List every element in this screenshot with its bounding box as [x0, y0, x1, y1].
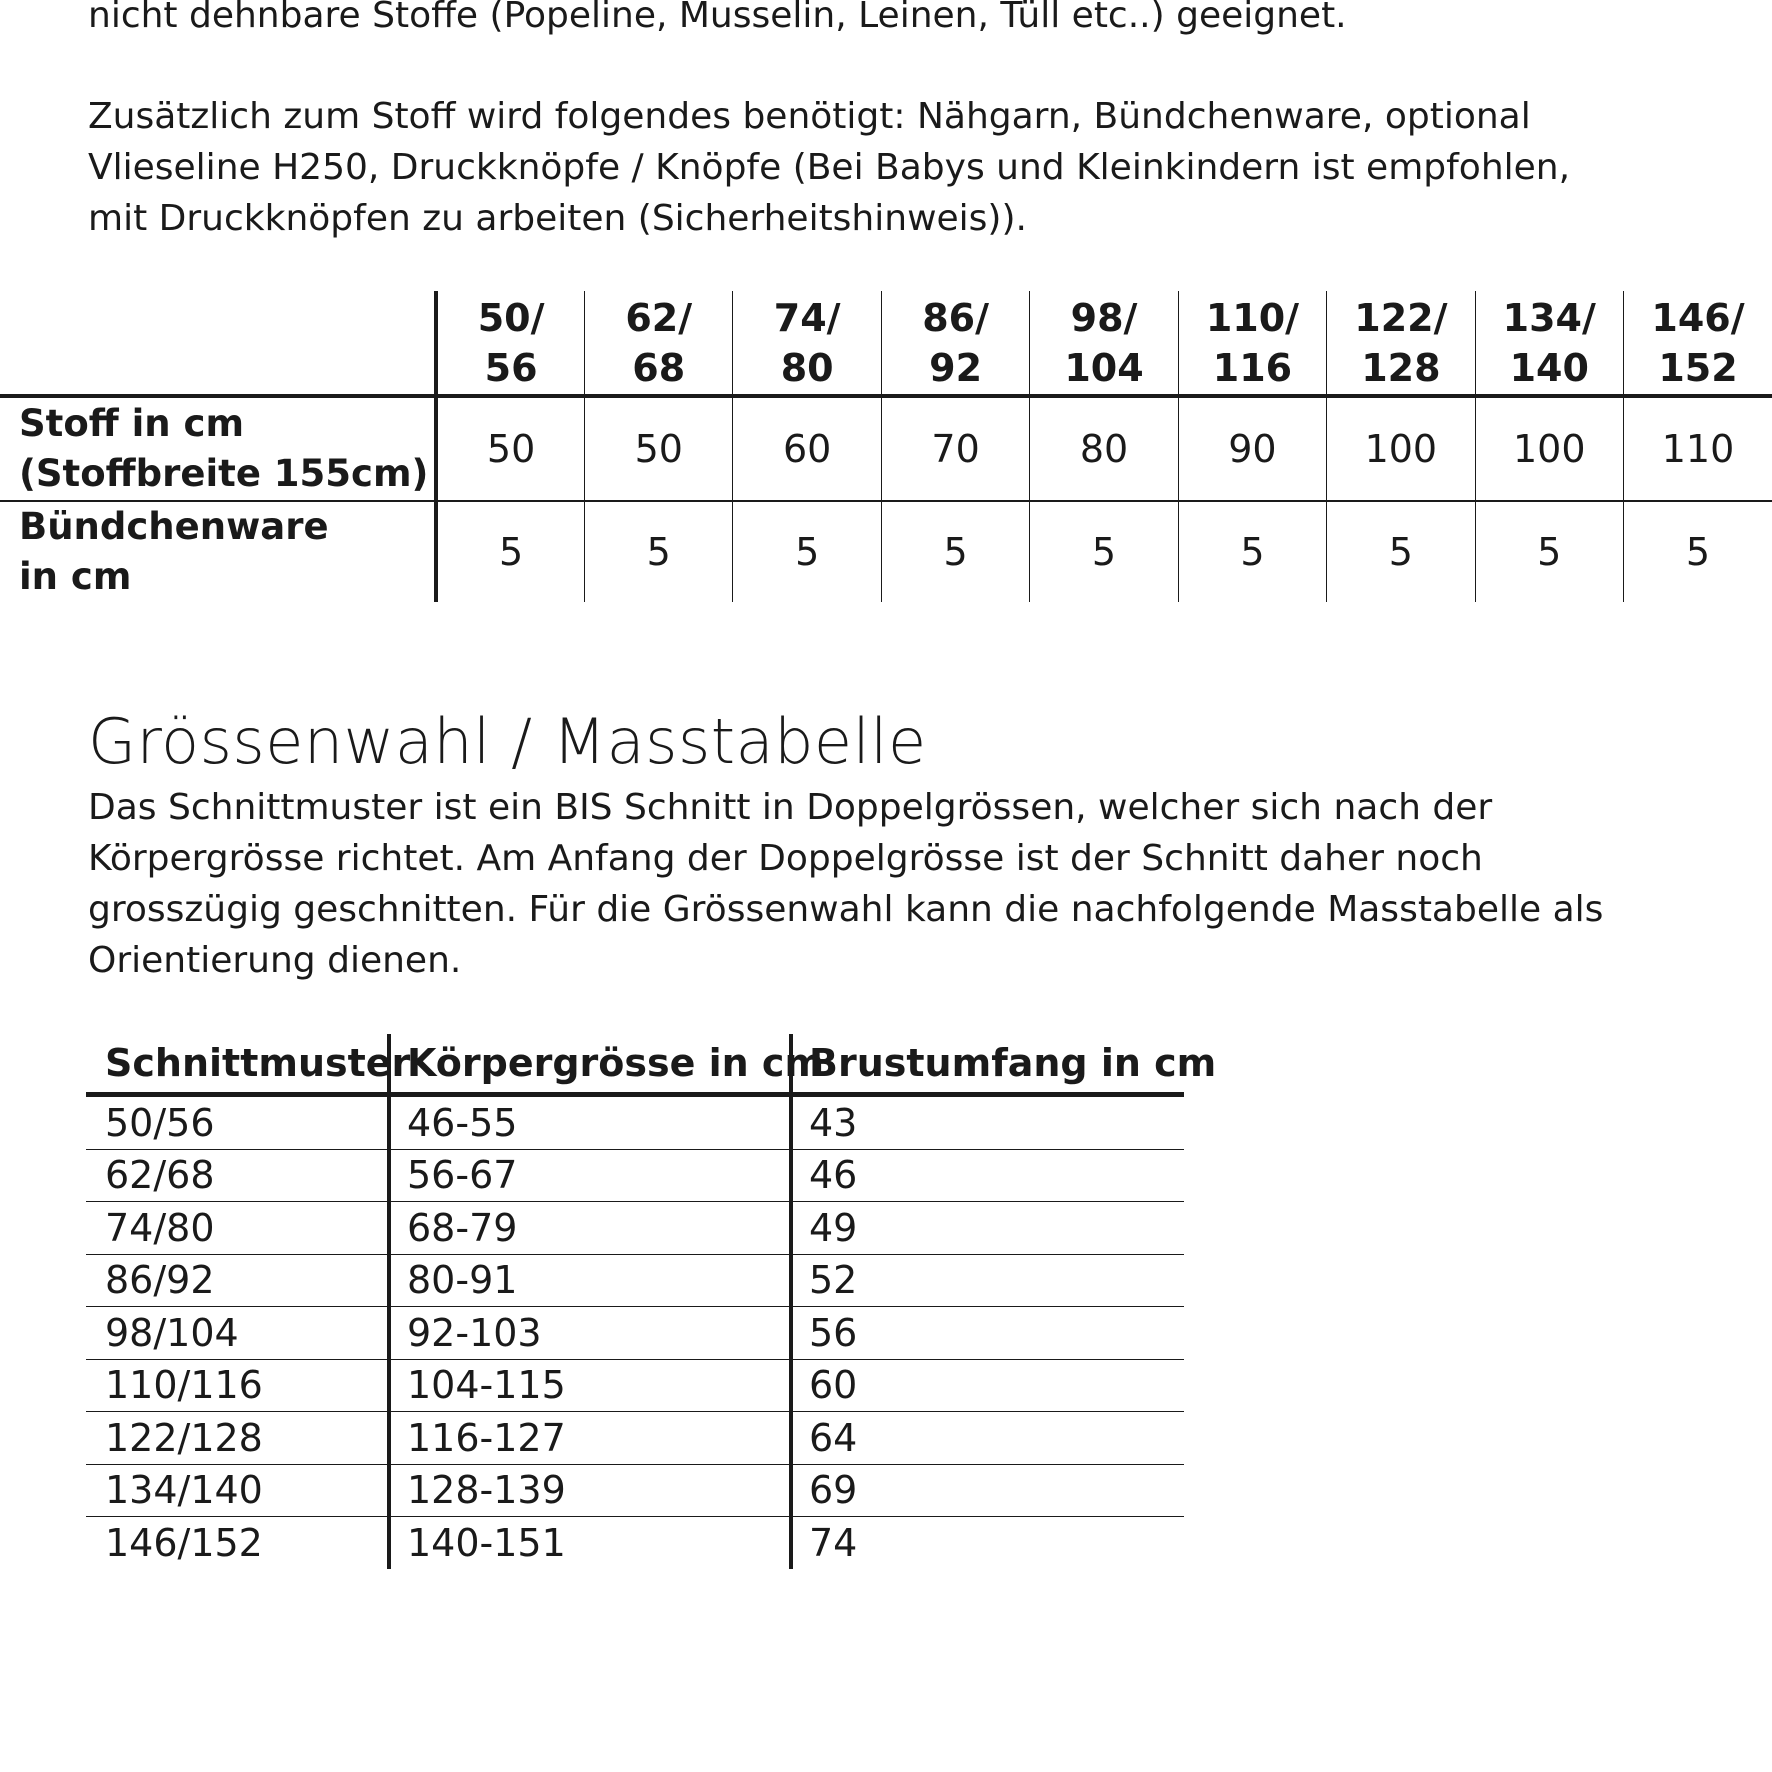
ribbing-value-cell: 5	[881, 501, 1029, 602]
materials-paragraph: Zusätzlich zum Stoff wird folgendes benötigt: Nähgarn, Bündchenware, optional Vlieseline H250, Druckknöpfe / Knöpfe (Bei Babys und Kleinkindern ist empfohlen, mit Druckknöpfen zu arbeiten (Sicherheitshinweis)).	[88, 96, 1571, 239]
cell-chest: 60	[791, 1359, 1184, 1412]
fabric-value-cell: 50	[436, 396, 584, 501]
cell-pattern-size: 62/68	[86, 1149, 389, 1202]
cell-body-height: 92-103	[389, 1307, 791, 1360]
cell-body-height: 116-127	[389, 1412, 791, 1465]
size-chart-row	[86, 1095, 1184, 1150]
cell-chest: 43	[791, 1095, 1184, 1150]
row-label: Stoff in cm (Stoffbreite 155cm)	[0, 396, 436, 501]
ribbing-value-cell: 5	[1178, 501, 1326, 602]
cell-body-height: 140-151	[389, 1517, 791, 1569]
cell-pattern-size: 134/140	[86, 1464, 389, 1517]
size-header: 86/ 92	[881, 291, 1029, 396]
header-koerpergroesse: Körpergrösse in cm	[389, 1034, 791, 1095]
cell-pattern-size: 146/152	[105, 1520, 263, 1565]
cell-body-height: 128-139	[389, 1464, 791, 1517]
size-header: 62/ 68	[585, 291, 733, 396]
size-chart-row	[86, 1202, 1184, 1255]
cell-chest: 46	[791, 1149, 1184, 1202]
cell-pattern-size: 50/56	[86, 1095, 389, 1150]
cell-pattern-size: 110/116	[86, 1359, 389, 1412]
fabric-value-cell: 70	[881, 396, 1029, 501]
cell-body-height: 56-67	[389, 1149, 791, 1202]
fabric-table-header-row	[0, 291, 1772, 396]
cell-chest: 49	[791, 1202, 1184, 1255]
size-chart-row	[86, 1517, 1184, 1569]
fabric-value-cell: 100	[1327, 396, 1475, 501]
fabric-value-cell: 60	[733, 396, 881, 501]
size-header: 110/ 116	[1178, 291, 1326, 396]
cell-body-height: 104-115	[389, 1359, 791, 1412]
fabric-requirement-table	[0, 291, 1772, 602]
size-chart-header-row	[86, 1034, 1184, 1095]
fabric-value-cell: 50	[585, 396, 733, 501]
cell-pattern-size: 122/128	[86, 1412, 389, 1465]
size-header: 74/ 80	[733, 291, 881, 396]
fabric-value-cell: 80	[1030, 396, 1178, 501]
size-header: 98/ 104	[1030, 291, 1178, 396]
size-chart-table	[86, 1034, 1217, 1569]
section-heading: Grössenwahl / Masstabelle	[88, 705, 927, 778]
cell-chest: 69	[791, 1464, 1184, 1517]
fabric-row-stoff	[0, 396, 1772, 501]
size-header: 134/ 140	[1475, 291, 1623, 396]
size-header: 122/ 128	[1327, 291, 1475, 396]
size-header: 146/ 152	[1623, 291, 1772, 396]
cell-chest: 74	[791, 1517, 1184, 1569]
ribbing-value-cell: 5	[733, 501, 881, 602]
fabric-value-cell: 110	[1623, 396, 1772, 501]
fabric-row-buendchen	[0, 501, 1772, 602]
size-chart-row	[86, 1149, 1184, 1202]
size-chart-row	[86, 1254, 1184, 1307]
size-chart-row	[86, 1307, 1184, 1360]
size-header: 50/ 56	[436, 291, 584, 396]
ribbing-value-cell: 5	[1475, 501, 1623, 602]
cell-chest: 52	[791, 1254, 1184, 1307]
size-paragraph: Das Schnittmuster ist ein BIS Schnitt in Doppelgrössen, welcher sich nach der Körpergrösse richtet. Am Anfang der Doppelgrösse ist der Schnitt daher noch grosszügig geschnitten. Für die Grössenwahl kann die nachfolgende Masstabelle als Orientierung dienen.	[88, 787, 1604, 981]
size-chart-row	[86, 1412, 1184, 1465]
intro-fabric-line: nicht dehnbare Stoffe (Popeline, Musselin, Leinen, Tüll etc..) geeignet.	[88, 0, 1347, 36]
cell-chest: 56	[791, 1307, 1184, 1360]
header-brustumfang: Brustumfang in cm	[791, 1034, 1184, 1095]
cell-body-height: 46-55	[389, 1095, 791, 1150]
ribbing-value-cell: 5	[1030, 501, 1178, 602]
ribbing-value-cell: 5	[436, 501, 584, 602]
size-chart-row	[86, 1464, 1184, 1517]
cell-pattern-size: 86/92	[86, 1254, 389, 1307]
cell-pattern-size: 74/80	[86, 1202, 389, 1255]
header-schnittmuster: Schnittmuster	[86, 1034, 389, 1095]
fabric-value-cell: 100	[1475, 396, 1623, 501]
row-label: Bündchenware in cm	[19, 505, 329, 598]
cell-chest: 64	[791, 1412, 1184, 1465]
size-chart-row	[86, 1359, 1184, 1412]
cell-pattern-size: 98/104	[86, 1307, 389, 1360]
ribbing-value-cell: 5	[585, 501, 733, 602]
fabric-table-corner	[0, 291, 436, 396]
ribbing-value-cell: 5	[1623, 501, 1772, 602]
cell-body-height: 80-91	[389, 1254, 791, 1307]
ribbing-value-cell: 5	[1327, 501, 1475, 602]
cell-body-height: 68-79	[389, 1202, 791, 1255]
fabric-value-cell: 90	[1178, 396, 1326, 501]
